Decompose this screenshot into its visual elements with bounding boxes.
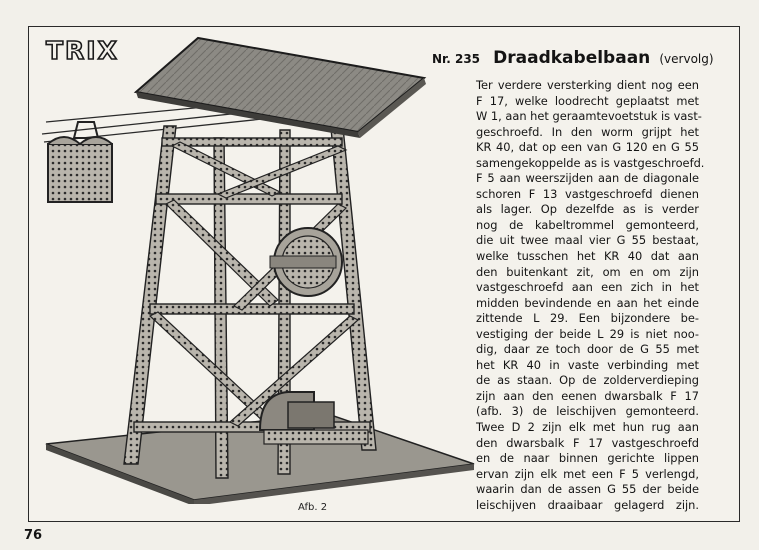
text-line: nog de kabeltrommel gemonteerd, bbox=[476, 217, 699, 232]
text-line: en de naar binnen gerichte lippen bbox=[476, 451, 699, 466]
text-line: Ter verdere versterking dient nog een bbox=[476, 78, 699, 92]
text-line: zittende L 29. Een bijzondere be- bbox=[476, 311, 699, 326]
text-line: waarin dan de assen G 55 der beide bbox=[476, 482, 699, 497]
text-line: zijn aan den eenen dwarsbalk F 17 bbox=[476, 388, 699, 403]
gondola bbox=[48, 122, 112, 202]
text-line: als lager. Op dezelfde as is verder bbox=[476, 202, 699, 217]
text-line: vastgeschroefd aan een zich in het bbox=[476, 280, 699, 295]
text-line: dig, daar ze toch door de G 55 met bbox=[476, 342, 699, 357]
text-line: Twee D 2 zijn elk met hun rug aan bbox=[476, 420, 699, 435]
text-line: den buitenkant zit, om en om zijn bbox=[476, 264, 699, 279]
cable-tower-illustration bbox=[38, 34, 484, 504]
text-line: vestiging der beide L 29 is niet noo- bbox=[476, 326, 699, 341]
text-line: het KR 40 in vaste verbinding met bbox=[476, 357, 699, 372]
motor bbox=[260, 392, 368, 444]
section-header bbox=[432, 48, 714, 68]
section-title: Draadkabelbaan bbox=[493, 48, 651, 68]
text-line: W 1, aan het geraamtevoetstuk is vast- bbox=[476, 109, 702, 124]
text-line: ervan zijn elk met een F 5 verlengd, bbox=[476, 466, 699, 481]
text-line: F 5 aan weerszijden aan de diagonale bbox=[476, 171, 699, 186]
body-text bbox=[476, 78, 705, 513]
text-line: geschroefd. In den worm grijpt het bbox=[476, 124, 699, 139]
section-subtitle: (vervolg) bbox=[659, 52, 714, 66]
text-line: (afb. 3) de leischijven gemonteerd. bbox=[476, 404, 699, 419]
figure-caption: Afb. 2 bbox=[298, 502, 328, 513]
text-line: die uit twee maal vier G 55 bestaat, bbox=[476, 233, 699, 248]
text-line: F 17, welke loodrecht geplaatst met bbox=[476, 93, 699, 108]
text-line: KR 40, dat op een van G 120 en G 55 bbox=[476, 140, 699, 155]
text-line: midden bevindende en aan het einde bbox=[476, 295, 699, 310]
text-line: schoren F 13 vastgeschroefd dienen bbox=[476, 186, 699, 201]
page-number: 76 bbox=[24, 528, 43, 543]
brand-logo: TRIX bbox=[46, 36, 119, 65]
text-line: de as staan. Op de zolderverdieping bbox=[476, 373, 699, 388]
section-number: Nr. 235 bbox=[432, 52, 481, 66]
text-line: leischijven draaibaar gelagerd zijn. bbox=[476, 497, 699, 512]
text-line: samengekoppelde as is vastgeschroefd. bbox=[476, 155, 705, 170]
text-line: den dwarsbalk F 17 vastgeschroefd bbox=[476, 435, 699, 450]
text-line: welke tusschen het KR 40 dat aan bbox=[476, 249, 699, 264]
